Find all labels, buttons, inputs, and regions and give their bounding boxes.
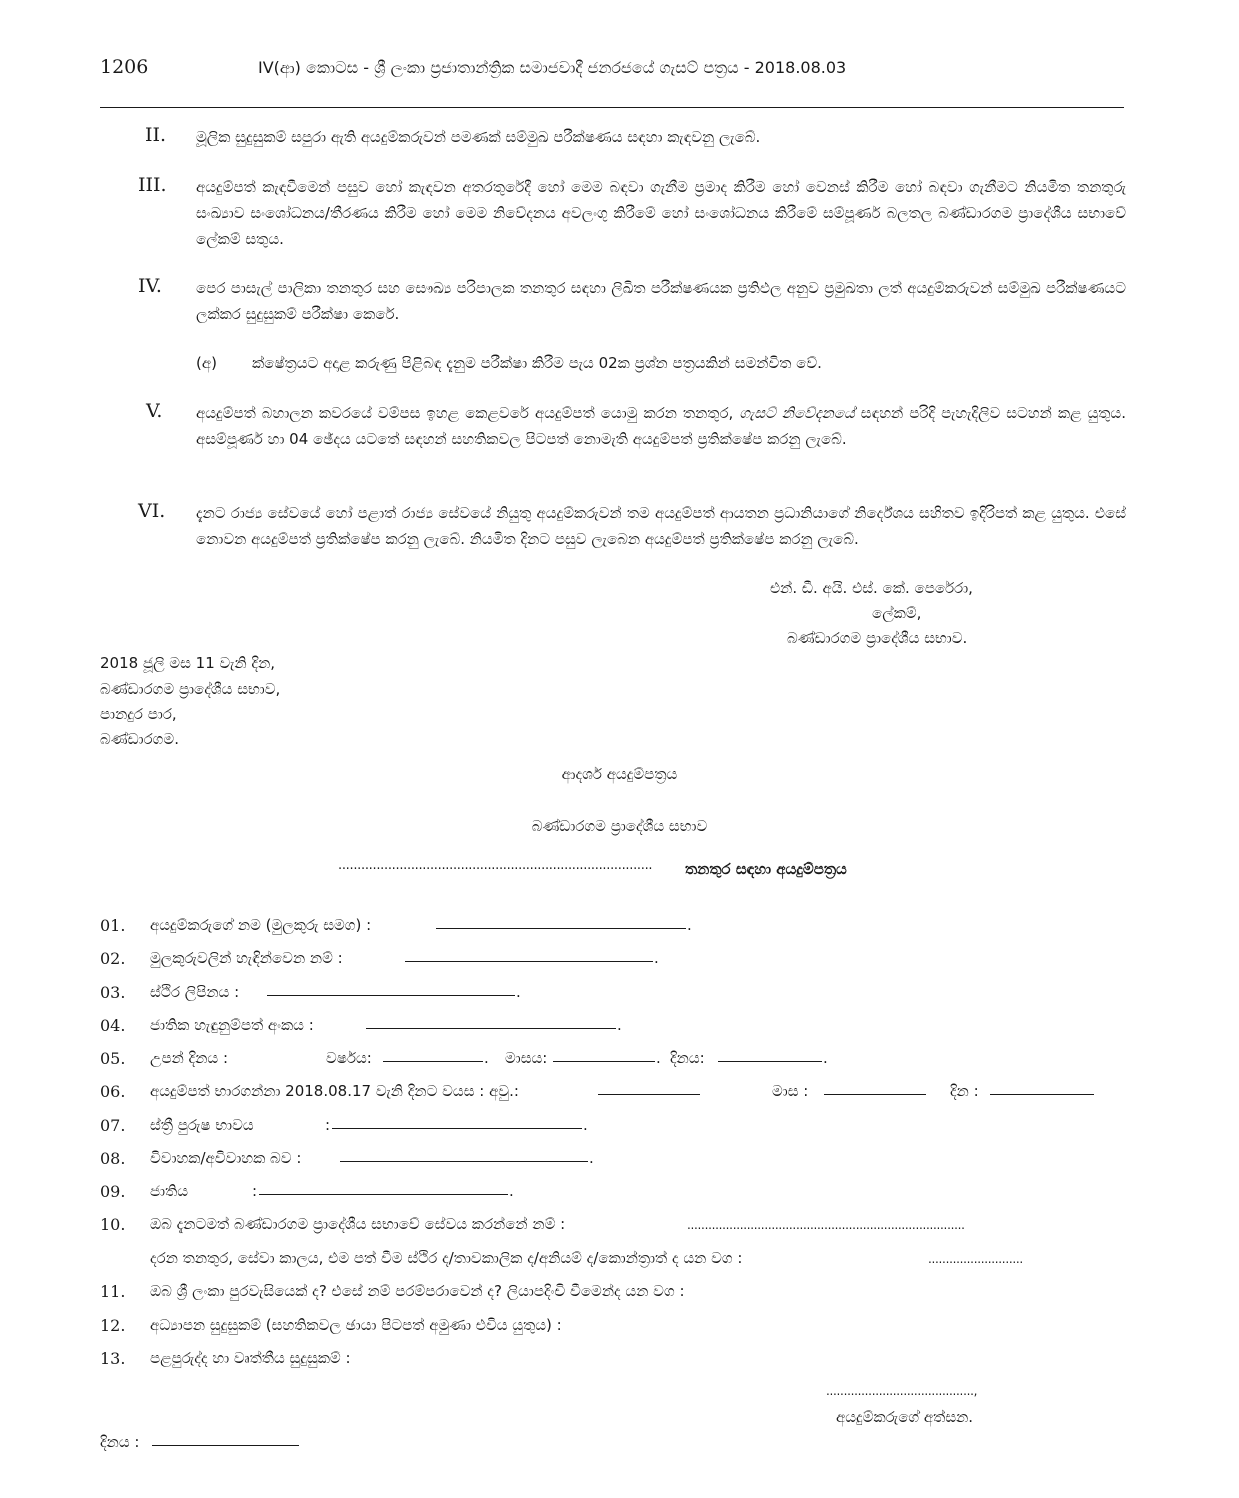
field-dots: ............................................................................... [687, 1218, 965, 1232]
address-line: පානදුර පාර, [100, 705, 177, 723]
field-label-education: අධ්‍යාපන සුදුසුකම් (සහතිකවල ඡායා පිටපත් අමුණා එවිය යුතුය) : [150, 1316, 562, 1334]
field-number: 04. [100, 1016, 126, 1035]
notice-date: 2018 ජූලි මස 11 වැනි දින, [100, 654, 276, 672]
subclause-label: (අ) [196, 354, 217, 372]
field-colon: : [252, 1182, 258, 1200]
field-number: 09. [100, 1182, 126, 1201]
field-number: 01. [100, 916, 126, 935]
field-number: 08. [100, 1149, 126, 1168]
clause-number: IV. [138, 275, 162, 297]
age-days-label: දින : [950, 1082, 979, 1100]
subclause-text: ක්ෂේත්‍රයට අදාළ කරුණු පිළිබඳ දැනුම පරීක්ෂා කිරීම පැය 02ක ප්‍රශ්න පත්‍රයකින් සමන්විත වේ. [252, 354, 822, 372]
clause-number: II. [145, 124, 167, 146]
field-colon: : [325, 1116, 331, 1134]
field-end: . [583, 1116, 588, 1134]
field-line [553, 1061, 655, 1062]
clause-text: දැනට රාජ්‍ය සේවයේ හෝ පළාත් රාජ්‍ය සේවයේ නියුතු අයදුම්කරුවන් තම අයදුම්පත් ආයතන ප්‍රධානියාගේ නිර්දේශය සහිතව ඉදිරිපත් කළ යුතුය. එසේ නොවන අයදුම්පත් ප්‍රතික්ෂේප කරනු ලැබේ. නියමිත දිනට පසුව ලැබෙන අයදුම්පත් ප්‍රතික්ෂේප කරනු ලැබේ. [196, 504, 1126, 548]
field-label-current-post: දරන තනතුර, සේවා කාලය, එම පත් වීම ස්ථිර ද/තාවකාලික ද/අනියම් ද/කොන්ත්‍රාත් ද යන වග : [150, 1249, 743, 1267]
age-months-label: මාස : [772, 1082, 809, 1100]
field-label-nic: ජාතික හැඳුනුම්පත් අංකය : [150, 1016, 314, 1034]
address-line: බණ්ඩාරගම. [100, 730, 179, 748]
dob-day-label: දිනය: [670, 1049, 705, 1067]
field-end: . [484, 1049, 489, 1067]
dob-year-label: වර්ෂය: [326, 1049, 372, 1067]
field-line [267, 995, 515, 996]
field-line [718, 1061, 822, 1062]
form-subtitle: බණ්ඩාරගම ප්‍රාදේශීය සභාව [531, 817, 708, 835]
field-label-nationality: ජාතිය [150, 1182, 189, 1200]
field-label-name: අයදුම්කරුගේ නම (මුලකුරු සමග) : [150, 916, 372, 934]
signatory-name: එන්. ඩී. අයි. එස්. කේ. පෙරේරා, [770, 579, 973, 597]
field-label-gender: ස්ත්‍රී පුරුෂ භාවය [150, 1116, 254, 1134]
field-end: . [617, 1016, 622, 1034]
field-line [598, 1094, 700, 1095]
header-rule [100, 107, 1124, 108]
field-line [340, 1161, 588, 1162]
field-end: . [589, 1149, 594, 1167]
field-end: . [687, 916, 692, 934]
clause-text-part: සඳහන් පරිදි පැහැදිලිව සටහන් කළ යුතුය. අසම්පූර්ණ හා 04 ඡේදය යටතේ සඳහන් සහතිකවල පිටපත් නොමැති අයදුම්පත් ප්‍රතික්ෂේප කරනු ලැබේ. [196, 404, 1126, 448]
field-label-current-service: ඔබ දැනටමත් බණ්ඩාරගම ප්‍රාදේශීය සභාවේ සේවය කරන්නේ නම් : [150, 1215, 566, 1233]
field-line [332, 1128, 582, 1129]
field-number: 05. [100, 1049, 126, 1068]
field-number: 02. [100, 949, 126, 968]
clause-text-part: අයදුම්පත් බහාලන කවරයේ වම්පස ඉහළ කෙළවරේ අයදුම්පත් යොමු කරන තනතුර, [196, 404, 740, 422]
clause-text [196, 400, 1126, 452]
field-line [436, 928, 686, 929]
clause-text: අයදුම්පත් කැඳවීමෙන් පසුව හෝ කැඳවන අතරතුරේදී හෝ මෙම බඳවා ගැනීම ප්‍රමාද කිරීම හෝ වෙනස් කිරීම හෝ බඳවා ගැනීමට නියමිත තනතුරු සංඛ්‍යාව සංශෝධනය/තීරණය කිරීම හෝ මෙම නිවේදනය අවලංගු කිරීමේ හෝ සංශෝධනය කිරීමේ සම්පූර්ණ බලතල බණ්ඩාරගම ප්‍රාදේශීය සභාවේ ලේකම් සතුය. [196, 178, 1126, 248]
clause-number: VI. [138, 500, 166, 522]
clause-number: III. [138, 174, 167, 196]
field-number: 10. [100, 1215, 126, 1234]
post-application-heading: තනතුර සඳහා අයදුම්පත්‍රය [685, 860, 847, 878]
signatory-title: ලේකම්, [872, 604, 922, 622]
dob-month-label: මාසය: [505, 1049, 548, 1067]
field-end: . [654, 949, 659, 967]
field-dots: ........................... [928, 1252, 1023, 1266]
signature-dots: .........................................., [826, 1384, 978, 1398]
field-end: . [823, 1049, 828, 1067]
field-line [405, 961, 653, 962]
form-title: ආදර්ශ අයදුම්පත්‍රය [561, 765, 678, 783]
page-number: 1206 [100, 56, 149, 78]
field-end: . [516, 983, 521, 1001]
field-end: . [656, 1049, 661, 1067]
signatory-org: බණ්ඩාරගම ප්‍රාදේශීය සභාව. [787, 629, 968, 647]
field-number: 11. [100, 1282, 126, 1301]
field-label-initials: මුලකුරුවලින් හැඳින්වෙන නම් : [150, 949, 343, 967]
field-number: 03. [100, 983, 126, 1002]
date-line [152, 1445, 299, 1446]
field-label-dob: උපන් දිනය : [150, 1049, 228, 1067]
field-line [259, 1194, 508, 1195]
field-number: 06. [100, 1082, 126, 1101]
field-number: 13. [100, 1349, 126, 1368]
field-label-address: ස්ථිර ලිපිනය : [150, 983, 240, 1001]
field-label-citizenship: ඔබ ශ්‍රී ලංකා පුරවැසියෙක් ද? එසේ නම් පරම්පරාවෙන් ද? ලියාපදිංචි වීමෙන්ද යන වග : [150, 1282, 685, 1300]
post-name-blank: .................................................................................. [338, 858, 653, 873]
field-line [824, 1094, 926, 1095]
field-line [990, 1094, 1094, 1095]
gazette-header-title: IV(ආ) කොටස - ශ්‍රී ලංකා ප්‍රජාතාන්ත්‍රික සමාජවාදී ජනරජයේ ගැසට් පත්‍රය - 2018.08.03 [258, 58, 847, 77]
field-end: . [509, 1182, 514, 1200]
field-line [383, 1061, 483, 1062]
field-line [366, 1028, 616, 1029]
clause-text: මූලික සුදුසුකම් සපුරා ඇති අයදුම්කරුවන් පමණක් සම්මුඛ පරීක්ෂණය සඳහා කැඳවනු ලැබේ. [196, 128, 761, 146]
clause-text: පෙර පාසැල් පාලිකා තනතුර සහ සෞඛ්‍ය පරිපාලක තනතුර සඳහා ලිඛිත පරීක්ෂණයක ප්‍රතිඵල අනුව ප්‍රමුඛතා ලත් අයදුම්කරුවන් සම්මුඛ පරීක්ෂණයට ලක්කර සුදුසුකම් පරීක්ෂා කෙරේ. [196, 279, 1126, 323]
field-label-marital: විවාහක/අවිවාහක බව : [150, 1149, 302, 1167]
gazette-notice-emphasis: ගැසට් නිවේදනයේ [739, 404, 855, 422]
signature-label: අයදුම්කරුගේ අත්සන. [836, 1408, 974, 1426]
date-label: දිනය : [100, 1433, 140, 1451]
clause-number: V. [146, 400, 163, 422]
field-number: 12. [100, 1316, 126, 1335]
field-label-experience: පළපුරුද්ද හා වෘත්තීය සුදුසුකම් : [150, 1349, 351, 1367]
address-line: බණ්ඩාරගම ප්‍රාදේශීය සභාව, [100, 680, 281, 698]
field-label-age: අයදුම්පත් භාරගන්නා 2018.08.17 වැනි දිනට වයස : අවු.: [150, 1082, 519, 1100]
field-number: 07. [100, 1116, 126, 1135]
